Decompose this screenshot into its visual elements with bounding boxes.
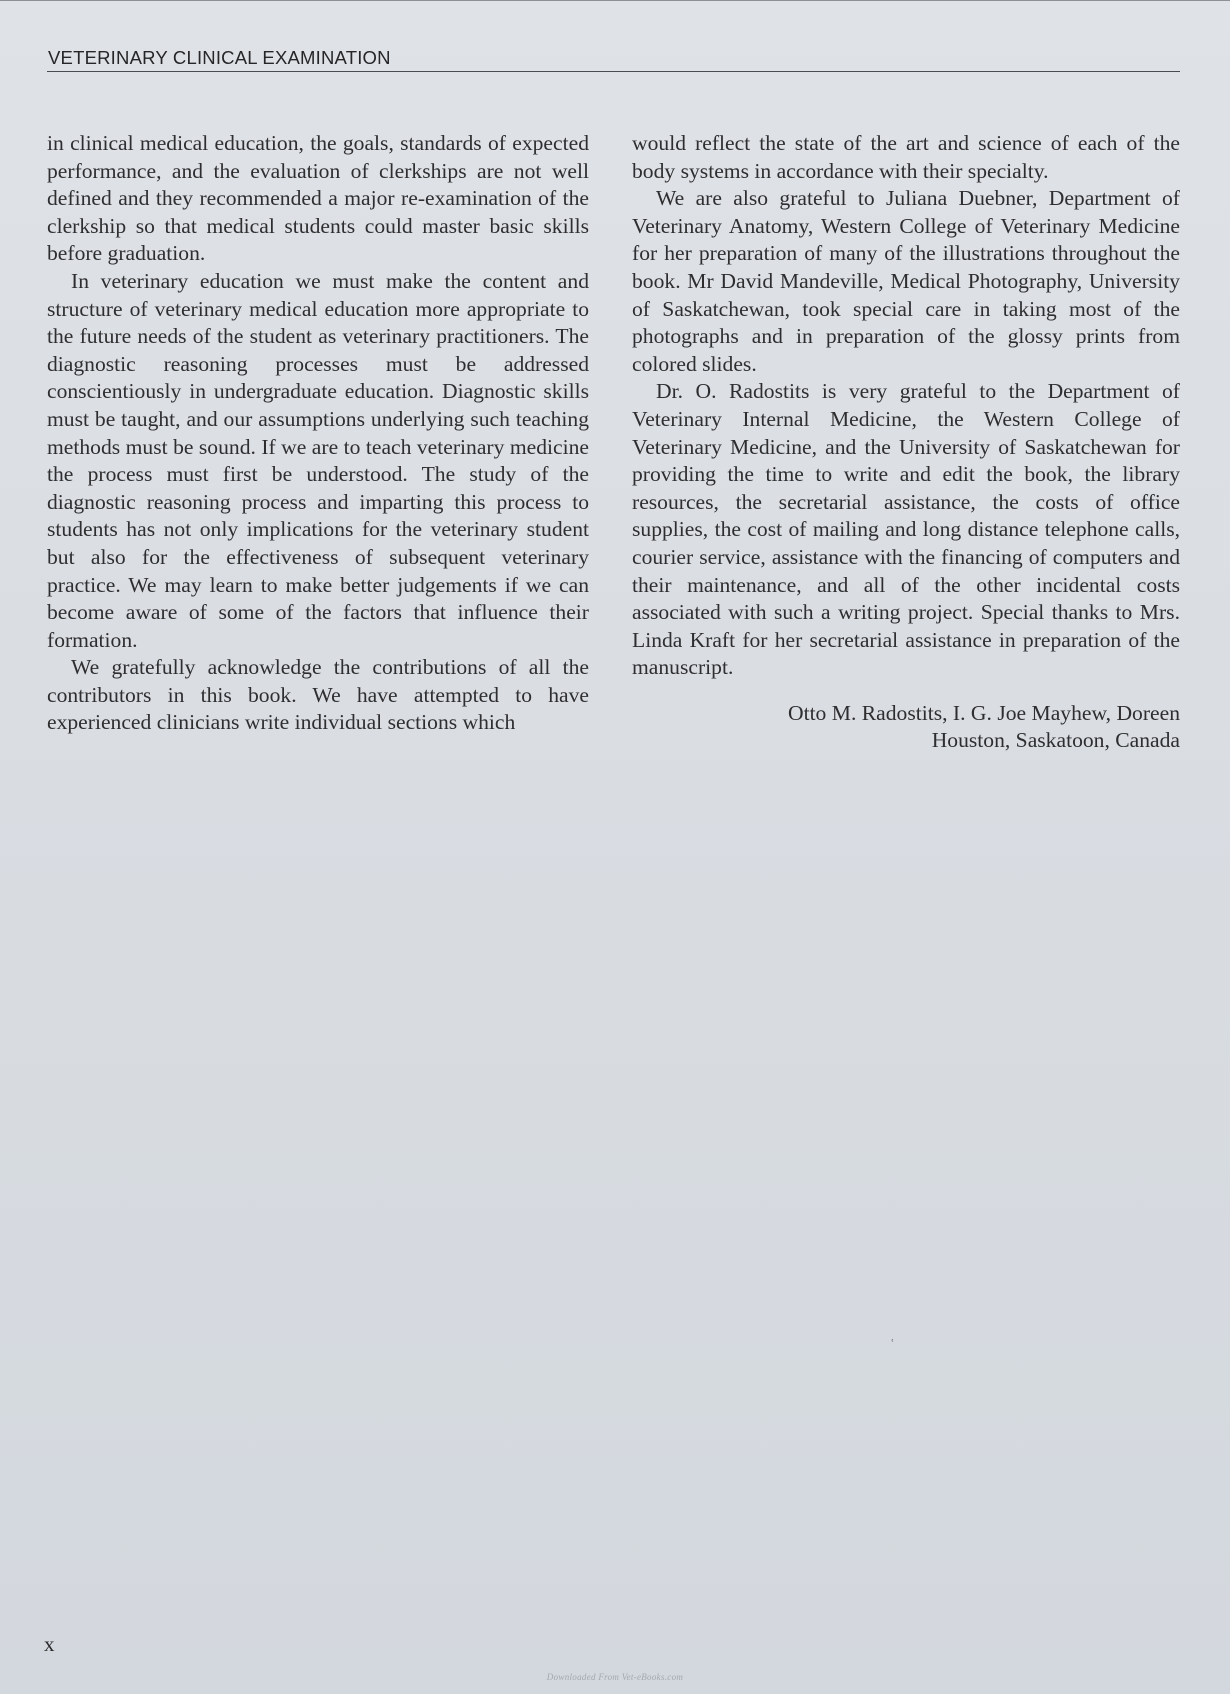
right-text-column	[632, 130, 1180, 755]
right-paragraph-2: We are also grateful to Juliana Duebner, Department of Veterinary Anatomy, Western College of Veterinary Medicine for her preparation of many of the illustrations throughout the book. Mr David Mandeville, Medical Photography, University of Saskatchewan, took special care in taking most of the photographs and in preparation of the glossy prints from colored slides.	[632, 186, 1180, 376]
footer-watermark: Downloaded From Vet-eBooks.com	[546, 1672, 684, 1682]
right-paragraph-1: would reflect the state of the art and science of each of the body systems in accordance with their specialty.	[632, 131, 1180, 183]
page-top-edge-line	[0, 0, 1230, 1]
signature-line-location: Houston, Saskatoon, Canada	[931, 728, 1180, 753]
left-paragraph-2: In veterinary education we must make the content and structure of veterinary medical education more appropriate to the future needs of the student as veterinary practitioners. The diagnostic reasoning processes must be addressed conscientiously in undergraduate education. Diagnostic skills must be taught, and our assumptions underlying such teaching methods must be sound. If we are to teach veterinary medicine the process must first be understood. The study of the diagnostic reasoning process and imparting this process to students has not only implications for the veterinary student but also for the effectiveness of subsequent veterinary practice. We may learn to make better judgements if we can become aware of some of the factors that influence their formation.	[47, 268, 589, 652]
left-paragraph-1: in clinical medical education, the goals, standards of expected performance, and the evaluation of clerkships are not well defined and they recommended a major re-examination of the clerkship so that medical students could master basic skills before graduation.	[47, 131, 589, 266]
running-header	[47, 47, 1180, 72]
signature-line-authors: Otto M. Radostits, I. G. Joe Mayhew, Doreen	[787, 700, 1180, 725]
stray-scan-mark: ʿ	[890, 1338, 895, 1353]
running-header-title: VETERINARY CLINICAL EXAMINATION	[48, 47, 391, 68]
right-paragraph-3: Dr. O. Radostits is very grateful to the Department of Veterinary Internal Medicine, the Western College of Veterinary Medicine, and the University of Saskatchewan for providing the time to write and edit the book, the library resources, the secretarial assistance, the costs of office supplies, the cost of mailing and long distance telephone calls, courier service, assistance with the financing of computers and their maintenance, and all of the other incidental costs associated with such a writing project. Special thanks to Mrs. Linda Kraft for her secretarial assistance in preparation of the manuscript.	[632, 379, 1180, 680]
left-text-column	[47, 130, 589, 737]
author-signature-block	[632, 700, 1180, 755]
left-paragraph-3: We gratefully acknowledge the contributions of all the contributors in this book. We have attempted to have experienced clinicians write individual sections which	[47, 655, 589, 735]
page-number: x	[44, 1632, 55, 1656]
